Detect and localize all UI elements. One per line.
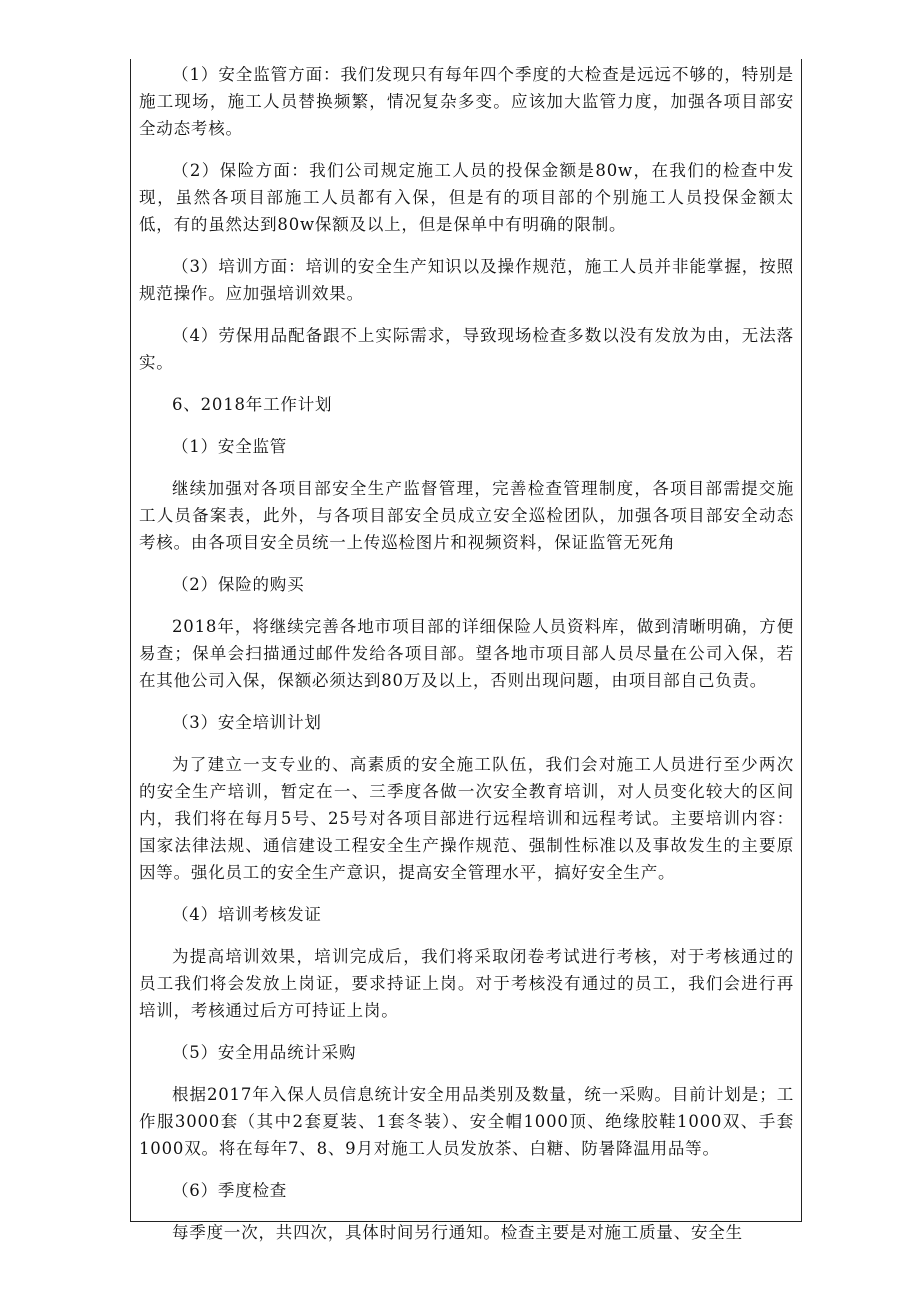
document-body: [139, 61, 794, 1261]
section-heading-2018-plan: 6、2018年工作计划: [172, 395, 333, 414]
paragraph-safety-supervision-plan: 继续加强对各项目部安全生产监督管理，完善检查管理制度，各项目部需提交施工人员备案表，此外，与各项目部安全员成立安全巡检团队，加强各项目部安全动态考核。由各项目安全员统一上传巡检图片和视频资料，保证监管无死角: [139, 479, 794, 552]
paragraph-training-certification: 为提高培训效果，培训完成后，我们将采取闭卷考试进行考核，对于考核通过的员工我们将会发放上岗证，要求持证上岗。对于考核没有通过的员工，我们会进行再培训，考核通过后方可持证上岗。: [139, 947, 794, 1020]
paragraph-quarterly-inspection: 每季度一次，共四次，具体时间另行通知。检查主要是对施工质量、安全生: [172, 1223, 743, 1242]
paragraph-safety-supplies: 根据2017年入保人员信息统计安全用品类别及数量，统一采购。目前计划是；工作服3000套（其中2套夏装、1套冬装）、安全帽1000顶、绝缘胶鞋1000双、手套1000双。将在每年7、8、9月对施工人员发放茶、白糖、防暑降温用品等。: [139, 1085, 794, 1158]
subheading-quarterly-inspection: （6）季度检查: [172, 1181, 288, 1200]
subheading-training-plan: （3）安全培训计划: [172, 713, 322, 732]
paragraph-insurance-plan: 2018年，将继续完善各地市项目部的详细保险人员资料库，做到清晰明确，方便易查；保单会扫描通过邮件发给各项目部。望各地市项目部人员尽量在公司入保，若在其他公司入保，保额必须达到80万及以上，否则出现问题，由项目部自己负责。: [139, 617, 794, 690]
paragraph-training-plan: 为了建立一支专业的、高素质的安全施工队伍，我们会对施工人员进行至少两次的安全生产培训，暂定在一、三季度各做一次安全教育培训，对人员变化较大的区间内，我们将在每月5号、25号对各项目部进行远程培训和远程考试。主要培训内容：国家法律法规、通信建设工程安全生产操作规范、强制性标准以及事故发生的主要原因等。强化员工的安全生产意识，提高安全管理水平，搞好安全生产。: [139, 755, 794, 882]
subheading-training-certification: （4）培训考核发证: [172, 905, 322, 924]
paragraph-training-issue: （3）培训方面：培训的安全生产知识以及操作规范，施工人员并非能掌握，按照规范操作。应加强培训效果。: [139, 257, 794, 303]
paragraph-protective-equipment-issue: （4）劳保用品配备跟不上实际需求，导致现场检查多数以没有发放为由，无法落实。: [139, 326, 794, 372]
subheading-insurance-purchase: （2）保险的购买: [172, 575, 305, 594]
subheading-safety-supervision: （1）安全监管: [172, 437, 288, 456]
subheading-safety-supplies: （5）安全用品统计采购: [172, 1043, 357, 1062]
paragraph-safety-supervision-issue: （1）安全监管方面：我们发现只有每年四个季度的大检查是远远不够的，特别是施工现场，施工人员替换频繁，情况复杂多变。应该加大监管力度，加强各项目部安全动态考核。: [139, 65, 794, 138]
paragraph-insurance-issue: （2）保险方面：我们公司规定施工人员的投保金额是80w，在我们的检查中发现，虽然各项目部施工人员都有入保，但是有的项目部的个别施工人员投保金额太低，有的虽然达到80w保额及以上，但是保单中有明确的限制。: [139, 161, 794, 234]
